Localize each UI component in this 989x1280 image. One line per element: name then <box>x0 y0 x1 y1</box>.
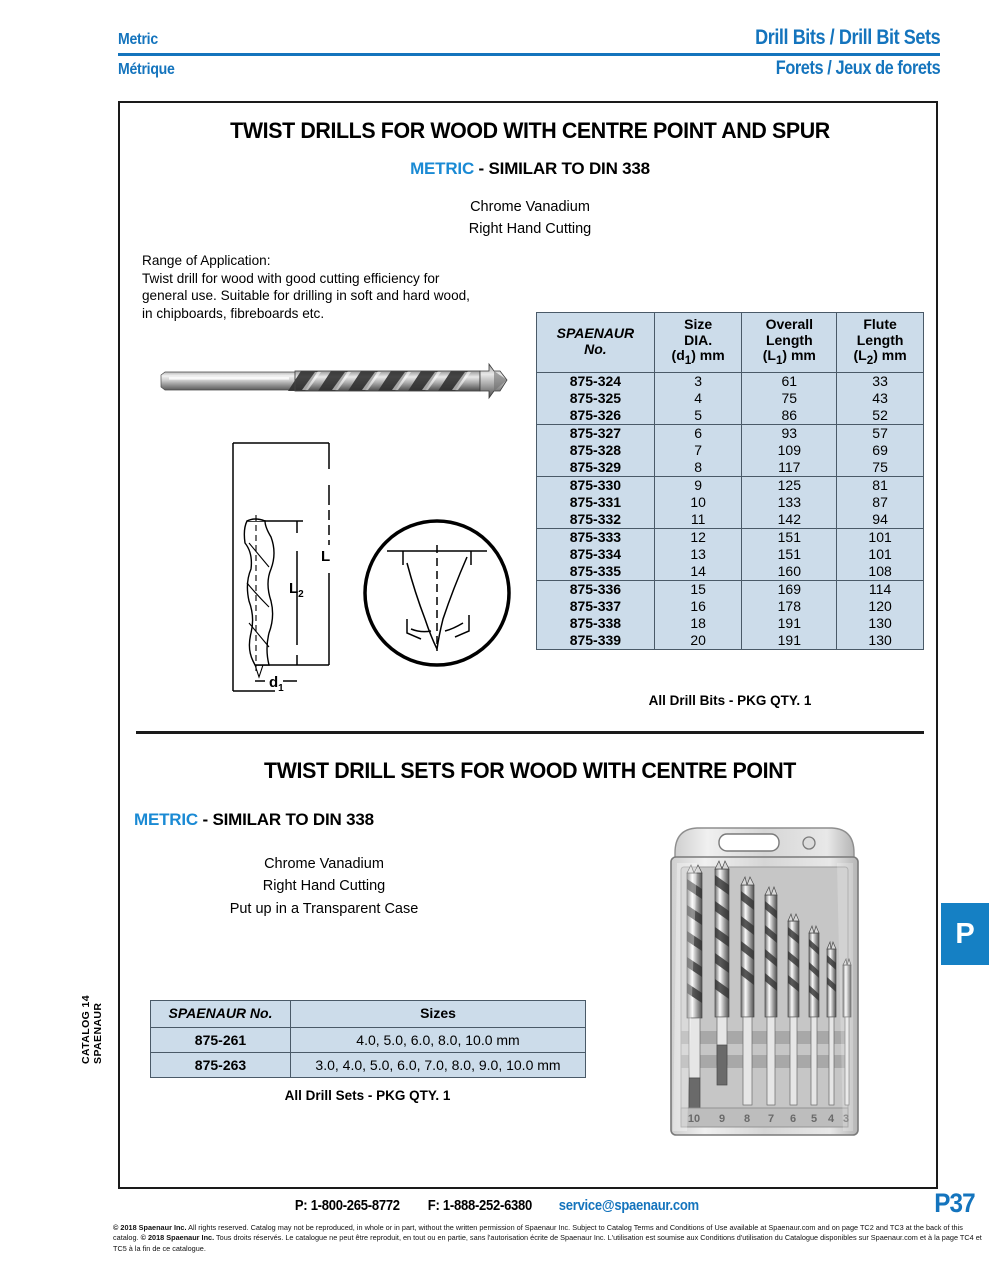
cell-spaenaur-no: 875-335 <box>537 563 655 581</box>
legal-copyright-en: © 2018 Spaenaur Inc. <box>113 1223 187 1232</box>
diagram-label-diameter: $d_1$ <box>269 674 284 694</box>
cell-spaenaur-no: 875-329 <box>537 459 655 477</box>
page-header <box>118 26 940 80</box>
cell-size-dia: 18 <box>654 615 742 632</box>
cell-size-dia: 16 <box>654 598 742 615</box>
range-line-3: in chipboards, fibreboards etc. <box>142 306 325 322</box>
col-header-dia-units: $(d_1)$ mm <box>671 347 725 368</box>
cell-spaenaur-no: 875-333 <box>537 529 655 547</box>
cell-spaenaur-no: 875-325 <box>537 390 655 407</box>
section2-metric-word: METRIC <box>134 810 198 829</box>
section2-title: TWIST DRILL SETS FOR WOOD WITH CENTRE POINT <box>264 758 796 783</box>
footer-phone[interactable]: P: 1-800-265-8772 <box>294 1198 400 1214</box>
section-tab-p[interactable]: P <box>941 903 989 965</box>
drill-bit-technical-diagram <box>225 433 525 701</box>
svg-text:7: 7 <box>767 1113 775 1125</box>
svg-text:6: 6 <box>789 1113 797 1125</box>
col-header-size-dia: Size DIA. $(d_1)$ mm <box>654 313 742 373</box>
cell-overall-length: 125 <box>742 477 837 495</box>
svg-text:3: 3 <box>842 1113 850 1125</box>
cell-overall-length: 169 <box>742 581 837 599</box>
table-row <box>537 563 924 581</box>
legal-body-en: All rights reserved. Catalog may not be reproduced, in whole or in part, without the written permission of Spaenaur Inc. Subject to Catalog Terms and Conditions of Use available at Spaenaur.com and on page TC2 and TC3 at the back of this catalog. <box>113 1223 963 1243</box>
cell-size-dia: 10 <box>654 494 742 511</box>
header-row-english <box>118 26 940 52</box>
cell-overall-length: 160 <box>742 563 837 581</box>
cell-flute-length: 57 <box>837 425 924 443</box>
cell-overall-length: 117 <box>742 459 837 477</box>
margin-brand-label: SPAENAUR <box>92 1002 104 1064</box>
cell-size-dia: 15 <box>654 581 742 599</box>
table-row <box>537 477 924 495</box>
section1-standard-rest: - SIMILAR TO DIN 338 <box>474 159 650 178</box>
cell-flute-length: 130 <box>837 632 924 650</box>
col-header-flute-units: $(L_2)$ mm <box>853 347 907 368</box>
header-unit-label-en: Metric <box>118 31 158 48</box>
cell-flute-length: 87 <box>837 494 924 511</box>
cell-size-dia: 14 <box>654 563 742 581</box>
table-row <box>537 598 924 615</box>
cell-size-dia: 13 <box>654 546 742 563</box>
svg-text:8: 8 <box>743 1113 751 1125</box>
section1-heading-block <box>136 118 924 241</box>
drill-bits-table-body <box>537 373 924 650</box>
legal-copyright-fr: © 2018 Spaenaur Inc. <box>140 1233 215 1243</box>
cell-flute-length: 120 <box>837 598 924 615</box>
cell-size-dia: 4 <box>654 390 742 407</box>
range-of-application-block <box>142 252 470 323</box>
cell-overall-length: 151 <box>742 529 837 547</box>
cell-overall-length: 142 <box>742 511 837 529</box>
table-row <box>537 425 924 443</box>
table-header-row <box>151 1001 586 1028</box>
section1-spec-2: Right Hand Cutting <box>468 221 592 238</box>
cell-spaenaur-no: 875-326 <box>537 407 655 425</box>
range-heading: Range of Application: <box>142 253 271 268</box>
margin-vertical-text <box>80 995 104 1064</box>
cell-flute-length: 108 <box>837 563 924 581</box>
cell-overall-length: 151 <box>742 546 837 563</box>
cell-flute-length: 52 <box>837 407 924 425</box>
section2-spec-2: Right Hand Cutting <box>262 878 386 895</box>
cell-sets-spaenaur-no: 875-263 <box>151 1052 291 1077</box>
page-number: P37 <box>934 1188 975 1218</box>
table-row <box>151 1027 586 1052</box>
table-row <box>537 390 924 407</box>
col-header-overall-units: $(L_1)$ mm <box>762 347 816 368</box>
section2-standard-rest: - SIMILAR TO DIN 338 <box>197 810 374 829</box>
drill-bits-table-head <box>537 313 924 373</box>
cell-flute-length: 33 <box>837 373 924 391</box>
cell-flute-length: 130 <box>837 615 924 632</box>
cell-spaenaur-no: 875-332 <box>537 511 655 529</box>
footer-email[interactable]: service@spaenaur.com <box>559 1198 700 1214</box>
cell-spaenaur-no: 875-330 <box>537 477 655 495</box>
cell-size-dia: 12 <box>654 529 742 547</box>
cell-spaenaur-no: 875-334 <box>537 546 655 563</box>
cell-size-dia: 6 <box>654 425 742 443</box>
drill-bits-pkg-note: All Drill Bits - PKG QTY. 1 <box>648 693 812 708</box>
table-row <box>537 632 924 650</box>
col-header-sets-spaenaur-no: SPAENAUR No. <box>151 1001 291 1028</box>
footer-legal-text <box>113 1223 985 1254</box>
section1-title: TWIST DRILLS FOR WOOD WITH CENTRE POINT AND SPUR <box>230 118 830 143</box>
svg-text:10: 10 <box>687 1113 701 1125</box>
cell-spaenaur-no: 875-337 <box>537 598 655 615</box>
cell-size-dia: 8 <box>654 459 742 477</box>
cell-flute-length: 94 <box>837 511 924 529</box>
col-header-flute-length: Flute Length $(L_2)$ mm <box>837 313 924 373</box>
cell-overall-length: 191 <box>742 632 837 650</box>
cell-flute-length: 101 <box>837 529 924 547</box>
section2-spec-block <box>134 853 514 920</box>
table-row <box>537 546 924 563</box>
cell-spaenaur-no: 875-331 <box>537 494 655 511</box>
table-row <box>537 511 924 529</box>
section2-spec-1: Chrome Vanadium <box>264 856 384 872</box>
content-frame <box>118 101 938 1189</box>
cell-size-dia: 3 <box>654 373 742 391</box>
section1-spec-1: Chrome Vanadium <box>470 199 590 215</box>
header-category-fr: Forets / Jeux de forets <box>775 58 940 79</box>
cell-overall-length: 178 <box>742 598 837 615</box>
section2-heading-block <box>136 758 924 784</box>
section2-standard <box>134 810 374 830</box>
diagram-label-overall-length: L <box>321 548 331 565</box>
header-divider-rule <box>118 53 940 56</box>
drill-bits-table <box>536 312 924 650</box>
table-row <box>537 459 924 477</box>
col-header-overall-length: Overall Length $(L_1)$ mm <box>742 313 837 373</box>
cell-size-dia: 7 <box>654 442 742 459</box>
cell-size-dia: 5 <box>654 407 742 425</box>
cell-size-dia: 11 <box>654 511 742 529</box>
drill-bit-photo <box>155 358 525 406</box>
section-divider-rule <box>136 731 924 734</box>
cell-flute-length: 69 <box>837 442 924 459</box>
cell-flute-length: 75 <box>837 459 924 477</box>
drill-sets-table-body <box>151 1027 586 1077</box>
drill-set-package-photo <box>657 823 872 1141</box>
drill-sets-pkg-note: All Drill Sets - PKG QTY. 1 <box>284 1088 451 1103</box>
table-row <box>151 1052 586 1077</box>
table-row <box>537 407 924 425</box>
footer-contact <box>118 1198 878 1214</box>
cell-size-dia: 20 <box>654 632 742 650</box>
section1-metric-word: METRIC <box>410 159 475 178</box>
table-row <box>537 442 924 459</box>
table-row <box>537 373 924 391</box>
cell-overall-length: 93 <box>742 425 837 443</box>
diagram-label-flute-length: $L_2$ <box>289 580 304 600</box>
range-line-1: Twist drill for wood with good cutting efficiency for <box>142 270 440 286</box>
range-line-2: general use. Suitable for drilling in soft and hard wood, <box>142 288 470 304</box>
cell-size-dia: 9 <box>654 477 742 495</box>
cell-sets-sizes: 3.0, 4.0, 5.0, 6.0, 7.0, 8.0, 9.0, 10.0 mm <box>291 1052 586 1077</box>
drill-sets-table <box>150 1000 586 1078</box>
cell-sets-spaenaur-no: 875-261 <box>151 1027 291 1052</box>
cell-overall-length: 61 <box>742 373 837 391</box>
svg-text:5: 5 <box>810 1113 818 1125</box>
cell-overall-length: 191 <box>742 615 837 632</box>
cell-spaenaur-no: 875-336 <box>537 581 655 599</box>
table-row <box>537 529 924 547</box>
col-header-spaenaur-no: SPAENAUR No. <box>537 313 655 373</box>
table-row <box>537 615 924 632</box>
section1-standard <box>136 159 924 179</box>
footer-fax[interactable]: F: 1-888-252-6380 <box>427 1198 532 1214</box>
header-row-french <box>118 58 940 80</box>
cell-flute-length: 114 <box>837 581 924 599</box>
header-category-en: Drill Bits / Drill Bit Sets <box>754 26 940 49</box>
cell-overall-length: 86 <box>742 407 837 425</box>
margin-catalog-label: CATALOG 14 <box>80 995 92 1064</box>
cell-spaenaur-no: 875-339 <box>537 632 655 650</box>
cell-overall-length: 109 <box>742 442 837 459</box>
cell-sets-sizes: 4.0, 5.0, 6.0, 8.0, 10.0 mm <box>291 1027 586 1052</box>
header-unit-label-fr: Métrique <box>118 61 175 78</box>
cell-spaenaur-no: 875-324 <box>537 373 655 391</box>
cell-overall-length: 75 <box>742 390 837 407</box>
cell-spaenaur-no: 875-338 <box>537 615 655 632</box>
cell-flute-length: 81 <box>837 477 924 495</box>
section2-spec-3: Put up in a Transparent Case <box>229 900 419 917</box>
cell-spaenaur-no: 875-327 <box>537 425 655 443</box>
svg-text:4: 4 <box>827 1113 835 1125</box>
col-header-sets-sizes: Sizes <box>291 1001 586 1028</box>
table-header-row <box>537 313 924 373</box>
cell-flute-length: 101 <box>837 546 924 563</box>
cell-overall-length: 133 <box>742 494 837 511</box>
cell-flute-length: 43 <box>837 390 924 407</box>
table-row <box>537 494 924 511</box>
legal-body-fr: Tous droits réservés. Le catalogue ne peut être reproduit, en tout ou en partie, sans l'autorisation écrite de Spaenaur Inc. L'utilisation est soumise aux Conditions d'utilisation du Catalogue disponibles sur Spaenaur.com et à la page TC4 et TC5 à la fin de ce catalogue. <box>113 1233 982 1253</box>
svg-text:9: 9 <box>718 1113 726 1125</box>
table-row <box>537 581 924 599</box>
drill-sets-table-head <box>151 1001 586 1028</box>
cell-spaenaur-no: 875-328 <box>537 442 655 459</box>
